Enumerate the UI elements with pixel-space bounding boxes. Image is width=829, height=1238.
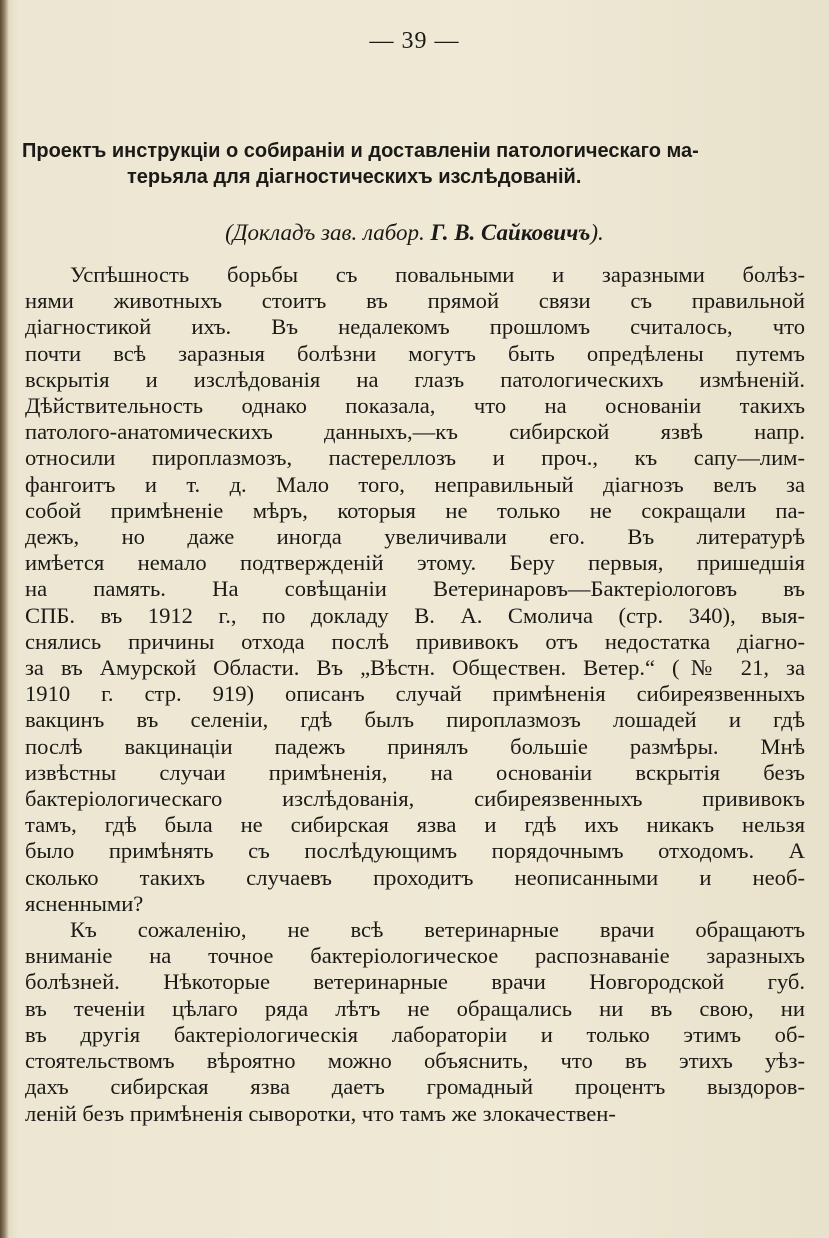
text-line: діагностикой ихъ. Въ недалекомъ прошломъ считалось, что xyxy=(25,314,805,340)
text-line: болѣзней. Нѣкоторые ветеринарные врачи Новгородской губ. xyxy=(25,969,805,995)
text-line: снялись причины отхода послѣ прививокъ отъ недостатка діагно- xyxy=(25,628,805,654)
text-line: было примѣнять съ послѣдующимъ порядочнымъ отходомъ. А xyxy=(25,838,805,864)
text-line: имѣется немало подтвержденій этому. Беру первыя, пришедшія xyxy=(25,550,805,576)
text-line: послѣ вакцинаціи падежъ принялъ большіе размѣры. Мнѣ xyxy=(25,733,805,759)
text-line: стоятельствомъ вѣроятно можно объяснить, что въ этихъ уѣз- xyxy=(25,1048,805,1074)
title-line-1: Проектъ инструкціи о собираніи и доставленіи патологическаго ма- xyxy=(22,140,699,162)
text-line: дежъ, но даже иногда увеличивали его. Въ литературѣ xyxy=(25,524,805,550)
text-line: тамъ, гдѣ была не сибирская язва и гдѣ ихъ никакъ нельзя xyxy=(25,812,805,838)
byline-prefix: (Докладъ зав. лабор. xyxy=(225,220,425,245)
byline-author: Г. В. Сайковичъ xyxy=(430,220,591,245)
text-line: бактеріологическаго изслѣдованія, сибиреязвенныхъ прививокъ xyxy=(25,786,805,812)
text-line: за въ Амурской Области. Въ „Вѣстн. Обществен. Ветер.“ (№ 21, за xyxy=(25,655,805,681)
paragraph xyxy=(25,262,805,917)
text-line: вакцинъ въ селеніи, гдѣ былъ пироплазмозъ лошадей и гдѣ xyxy=(25,707,805,733)
text-line: на память. На совѣщаніи Ветеринаровъ—Бактеріологовъ въ xyxy=(25,576,805,602)
text-line: въ теченіи цѣлаго ряда лѣтъ не обращались ни въ свою, ни xyxy=(25,995,805,1021)
text-line: извѣстны случаи примѣненія, на основаніи вскрытія безъ xyxy=(25,759,805,785)
text-line: Успѣшность борьбы съ повальными и заразными болѣз- xyxy=(70,262,805,287)
byline xyxy=(0,220,829,246)
byline-suffix: ). xyxy=(590,220,604,245)
text-line: фангоитъ и т. д. Мало того, неправильный діагнозъ велъ за xyxy=(25,471,805,497)
text-line: вниманіе на точное бактеріологическое распознаваніе заразныхъ xyxy=(25,943,805,969)
text-line: относили пироплазмозъ, пастереллозъ и проч., къ сапу—лим- xyxy=(25,445,805,471)
page-number: — 39 — xyxy=(369,28,460,54)
text-line: леній безъ примѣненія сыворотки, что тамъ же злокачествен- xyxy=(25,1100,616,1126)
title-line-2: терьяла для діагностическихъ изслѣдованій. xyxy=(127,166,582,188)
text-line: Дѣйствительность однако показала, что на основаніи такихъ xyxy=(25,393,805,419)
text-line: Къ сожаленію, не всѣ ветеринарные врачи обращаютъ xyxy=(70,917,805,943)
text-line: 1910 г. стр. 919) описанъ случай примѣненія сибиреязвенныхъ xyxy=(25,681,805,707)
text-line: патолого-анатомическихъ данныхъ,—къ сибирской язвѣ напр. xyxy=(25,419,805,445)
document-title xyxy=(22,138,812,190)
body-text xyxy=(25,262,805,1127)
text-line: нями животныхъ стоитъ въ прямой связи съ правильной xyxy=(25,288,805,314)
text-line: СПБ. въ 1912 г., по докладу В. А. Смолича (стр. 340), выя- xyxy=(25,602,805,628)
text-line: сколько такихъ случаевъ проходитъ неописанными и необ- xyxy=(25,864,805,890)
text-line: собой примѣненіе мѣръ, которыя не только не сокращали па- xyxy=(25,497,805,523)
text-line: почти всѣ заразныя болѣзни могутъ быть опредѣлены путемъ xyxy=(25,340,805,366)
binding-edge xyxy=(0,0,9,1238)
text-line: вскрытія и изслѣдованія на глазъ патологическихъ измѣненій. xyxy=(25,366,805,392)
paragraph xyxy=(25,917,805,1127)
text-line: ясненными? xyxy=(25,890,144,916)
text-line: въ другія бактеріологическія лабораторіи и только этимъ об- xyxy=(25,1021,805,1047)
text-line: дахъ сибирская язва даетъ громадный процентъ выздоров- xyxy=(25,1074,805,1100)
